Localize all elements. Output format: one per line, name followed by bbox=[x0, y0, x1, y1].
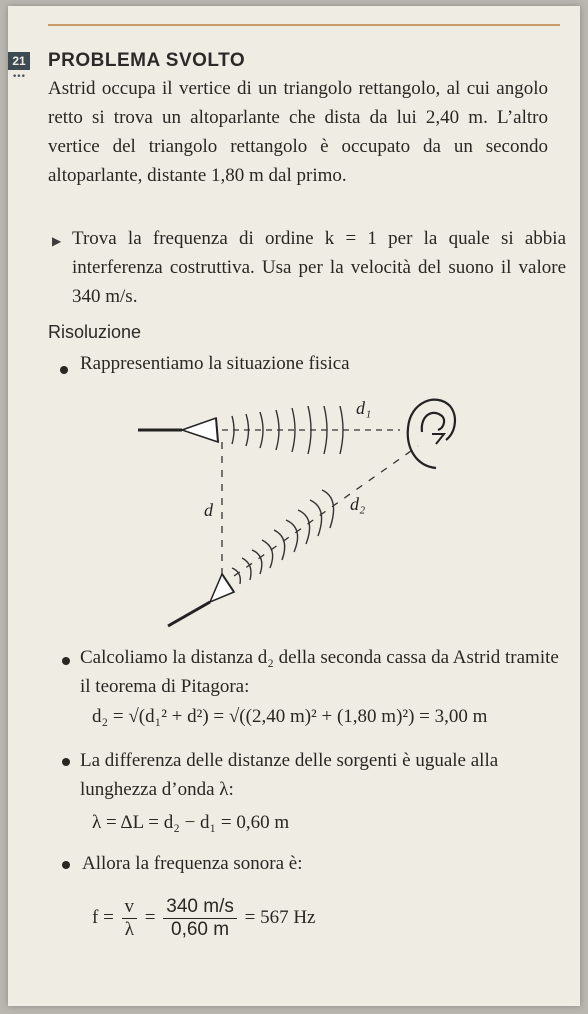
label-d2: d₂ bbox=[350, 494, 366, 514]
solution-heading: Risoluzione bbox=[48, 322, 142, 342]
label-d1: d₁ bbox=[356, 398, 372, 418]
ear-icon bbox=[408, 400, 455, 468]
d2-line bbox=[234, 446, 418, 576]
textbook-page bbox=[8, 6, 580, 1006]
bullet-icon bbox=[62, 657, 70, 665]
eq-lhs: f = bbox=[92, 906, 114, 928]
equation-frequency bbox=[92, 896, 315, 941]
problem-statement: Astrid occupa il vertice di un triangolo rettangolo, al cui angolo retto si trova un altoparlante che dista da lui 2,40 m. L’altro vertice del triangolo rettangolo è occupato da un secondo altoparlante, distante 1,80 m dal primo. bbox=[48, 78, 548, 186]
solution-step-2: Calcoliamo la distanza d₂ della seconda cassa da Astrid tramite il teorema di Pitagora: bbox=[80, 647, 559, 697]
solution-step-1: Rappresentiamo la situazione fisica bbox=[80, 353, 350, 374]
speaker-2-icon bbox=[168, 574, 234, 626]
difficulty-dots-icon: ••• bbox=[12, 72, 25, 82]
fraction-v-lambda bbox=[122, 896, 138, 941]
eq-equals: = bbox=[144, 906, 156, 928]
problem-number-badge: 21 bbox=[8, 52, 30, 70]
bullet-icon bbox=[62, 861, 70, 869]
wavefronts-2 bbox=[232, 490, 334, 584]
fraction-numerator: v bbox=[122, 896, 138, 919]
task-arrow-icon: ▶ bbox=[52, 234, 62, 248]
speaker-1-icon bbox=[138, 418, 218, 442]
eq-result: = 567 Hz bbox=[244, 906, 316, 928]
physics-diagram bbox=[138, 388, 458, 638]
equation-pythagoras: d₂ = √(d₁² + d²) = √((2,40 m)² + (1,80 m)²) = 3,00 m bbox=[92, 706, 488, 727]
equation-wavelength: λ = ΔL = d₂ − d₁ = 0,60 m bbox=[92, 812, 290, 833]
label-d: d bbox=[204, 500, 213, 520]
fraction-denominator: 0,60 m bbox=[171, 919, 230, 940]
solution-step-4: Allora la frequenza sonora è: bbox=[82, 853, 303, 874]
solution-step-3: La differenza delle distanze delle sorgenti è uguale alla lunghezza d’onda λ: bbox=[80, 750, 499, 800]
bullet-icon bbox=[62, 758, 70, 766]
problem-title: PROBLEMA SVOLTO bbox=[48, 50, 246, 71]
bullet-icon bbox=[60, 366, 68, 374]
fraction-numerator: 340 m/s bbox=[163, 896, 237, 919]
fraction-values bbox=[163, 896, 237, 941]
fraction-denominator: λ bbox=[124, 919, 134, 940]
top-rule bbox=[48, 24, 560, 26]
problem-task: Trova la frequenza di ordine k = 1 per la quale si abbia interferenza costruttiva. Usa per la velocità del suono il valore 340 m/s. bbox=[72, 228, 566, 307]
